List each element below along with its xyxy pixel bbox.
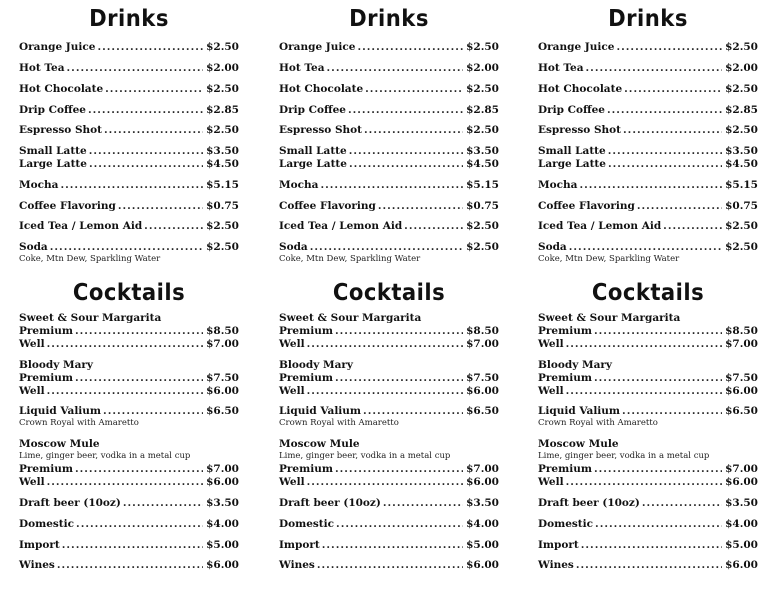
item-price: $2.00	[725, 62, 758, 74]
item-label: Well	[279, 476, 305, 488]
item-price: $2.50	[466, 220, 499, 232]
item-label: Hot Chocolate	[279, 83, 364, 95]
item-price: $0.75	[466, 200, 499, 212]
item-label: Hot Chocolate	[19, 83, 104, 95]
moscow-mule-title: Moscow Mule	[19, 438, 100, 450]
dot-leader	[365, 83, 463, 96]
item-price: $7.00	[725, 338, 758, 350]
dot-leader	[105, 83, 203, 96]
item-label: Premium	[538, 463, 592, 475]
moscow-mule-well	[538, 476, 758, 489]
item-price: $4.50	[206, 158, 239, 170]
bloody-mary-title: Bloody Mary	[279, 359, 354, 371]
dot-leader	[50, 241, 203, 254]
item-price: $0.75	[206, 200, 239, 212]
menu-item-iced-tea	[538, 220, 758, 233]
dot-leader	[363, 405, 463, 418]
dot-leader	[637, 200, 722, 213]
item-label: Hot Tea	[19, 62, 65, 74]
dot-leader	[310, 241, 463, 254]
item-price: $4.00	[466, 518, 499, 530]
dot-leader	[47, 338, 204, 351]
menu-item-large-latte	[279, 158, 499, 171]
dot-leader	[594, 325, 722, 338]
dot-leader	[123, 497, 203, 510]
item-price: $3.50	[206, 145, 239, 157]
item-price: $0.75	[725, 200, 758, 212]
item-label: Drip Coffee	[19, 104, 86, 116]
margarita-well	[538, 338, 758, 351]
dot-leader	[60, 179, 203, 192]
item-label: Draft beer (10oz)	[279, 497, 381, 509]
dot-leader	[320, 179, 463, 192]
item-label: Import	[19, 539, 60, 551]
menu-item-large-latte	[19, 158, 239, 171]
menu-item-domestic	[279, 518, 499, 531]
item-price: $4.50	[725, 158, 758, 170]
menu-item-iced-tea	[279, 220, 499, 233]
dot-leader	[566, 385, 723, 398]
item-price: $6.00	[725, 476, 758, 488]
item-label: Soda	[538, 241, 567, 253]
dot-leader	[47, 385, 204, 398]
moscow-mule-premium	[538, 463, 758, 476]
item-price: $6.00	[466, 559, 499, 571]
dot-leader	[89, 145, 203, 158]
menu-item-espresso-shot	[538, 124, 758, 137]
menu-item-wines	[279, 559, 499, 572]
bloody-mary-well	[279, 385, 499, 398]
item-price: $7.00	[725, 463, 758, 475]
dot-leader	[89, 158, 203, 171]
dot-leader	[335, 372, 463, 385]
item-price: $6.50	[466, 405, 499, 417]
item-price: $6.00	[466, 476, 499, 488]
dot-leader	[118, 200, 203, 213]
item-price: $5.15	[466, 179, 499, 191]
item-label: Draft beer (10oz)	[19, 497, 121, 509]
menu-item-hot-tea	[279, 62, 499, 75]
menu-item-hot-tea	[19, 62, 239, 75]
dot-leader	[569, 241, 722, 254]
liquid-valium-note: Crown Royal with Amaretto	[538, 418, 658, 428]
menu-item-import	[19, 539, 239, 552]
menu-item-mocha	[279, 179, 499, 192]
cocktails-heading: Cocktails	[72, 280, 186, 306]
moscow-mule-premium	[19, 463, 239, 476]
item-label: Wines	[19, 559, 55, 571]
dot-leader	[608, 158, 722, 171]
menu-item-mocha	[19, 179, 239, 192]
item-label: Coffee Flavoring	[538, 200, 635, 212]
item-price: $2.50	[725, 124, 758, 136]
item-price: $4.00	[206, 518, 239, 530]
item-label: Well	[279, 338, 305, 350]
dot-leader	[47, 476, 204, 489]
item-label: Liquid Valium	[538, 405, 621, 417]
item-price: $2.85	[725, 104, 758, 116]
item-price: $2.50	[206, 124, 239, 136]
dot-leader	[581, 539, 722, 552]
menu-item-draft-beer	[19, 497, 239, 510]
moscow-mule-note: Lime, ginger beer, vodka in a metal cup	[19, 451, 191, 461]
margarita-title: Sweet & Sour Margarita	[538, 312, 681, 324]
item-price: $6.50	[206, 405, 239, 417]
dot-leader	[317, 559, 463, 572]
menu-item-drip-coffee	[538, 104, 758, 117]
item-label: Well	[538, 385, 564, 397]
item-label: Domestic	[19, 518, 75, 530]
item-price: $8.50	[725, 325, 758, 337]
dot-leader	[622, 405, 722, 418]
dot-leader	[336, 518, 463, 531]
item-label: Large Latte	[19, 158, 87, 170]
item-price: $7.50	[206, 372, 239, 384]
dot-leader	[595, 518, 722, 531]
item-price: $2.00	[206, 62, 239, 74]
margarita-premium	[279, 325, 499, 338]
menu-item-iced-tea	[19, 220, 239, 233]
margarita-title: Sweet & Sour Margarita	[19, 312, 162, 324]
item-label: Espresso Shot	[279, 124, 363, 136]
item-label: Mocha	[538, 179, 578, 191]
dot-leader	[586, 62, 723, 75]
dot-leader	[663, 220, 722, 233]
item-price: $7.50	[466, 372, 499, 384]
item-label: Wines	[279, 559, 315, 571]
menu-item-orange-juice	[538, 41, 758, 54]
dot-leader	[75, 372, 203, 385]
menu-item-soda	[19, 241, 239, 254]
item-label: Soda	[19, 241, 48, 253]
margarita-premium	[19, 325, 239, 338]
item-label: Well	[538, 338, 564, 350]
item-label: Mocha	[279, 179, 319, 191]
item-label: Well	[19, 338, 45, 350]
item-price: $3.50	[725, 145, 758, 157]
menu-item-wines	[19, 559, 239, 572]
item-label: Hot Tea	[538, 62, 584, 74]
dot-leader	[566, 338, 723, 351]
item-price: $5.00	[466, 539, 499, 551]
dot-leader	[404, 220, 463, 233]
soda-note: Coke, Mtn Dew, Sparkling Water	[19, 254, 161, 264]
moscow-mule-well	[19, 476, 239, 489]
drinks-heading: Drinks	[349, 6, 429, 32]
item-price: $2.50	[466, 41, 499, 53]
menu-item-liquid-valium	[538, 405, 758, 418]
menu-item-espresso-shot	[279, 124, 499, 137]
item-price: $5.15	[725, 179, 758, 191]
item-price: $2.85	[466, 104, 499, 116]
item-price: $2.00	[466, 62, 499, 74]
item-price: $6.00	[206, 385, 239, 397]
dot-leader	[349, 145, 463, 158]
item-price: $5.00	[206, 539, 239, 551]
dot-leader	[576, 559, 722, 572]
soda-note: Coke, Mtn Dew, Sparkling Water	[279, 254, 421, 264]
dot-leader	[307, 476, 464, 489]
item-label: Premium	[279, 463, 333, 475]
item-price: $4.00	[725, 518, 758, 530]
item-price: $6.00	[206, 559, 239, 571]
menu-item-soda	[538, 241, 758, 254]
item-price: $8.50	[466, 325, 499, 337]
menu-item-wines	[538, 559, 758, 572]
item-label: Iced Tea / Lemon Aid	[19, 220, 143, 232]
dot-leader	[335, 463, 463, 476]
menu-item-coffee-flavoring	[19, 200, 239, 213]
item-label: Hot Tea	[279, 62, 325, 74]
item-price: $4.50	[466, 158, 499, 170]
dot-leader	[594, 372, 722, 385]
bloody-mary-well	[19, 385, 239, 398]
item-price: $2.50	[466, 241, 499, 253]
item-price: $7.00	[206, 338, 239, 350]
menu-item-draft-beer	[538, 497, 758, 510]
dot-leader	[608, 145, 722, 158]
item-price: $2.50	[466, 124, 499, 136]
item-label: Premium	[538, 325, 592, 337]
menu-item-coffee-flavoring	[538, 200, 758, 213]
item-label: Small Latte	[538, 145, 606, 157]
item-price: $2.50	[725, 220, 758, 232]
item-price: $2.50	[206, 41, 239, 53]
item-label: Iced Tea / Lemon Aid	[279, 220, 403, 232]
dot-leader	[67, 62, 204, 75]
menu-item-liquid-valium	[279, 405, 499, 418]
menu-item-draft-beer	[279, 497, 499, 510]
margarita-title: Sweet & Sour Margarita	[279, 312, 422, 324]
margarita-well	[279, 338, 499, 351]
dot-leader	[364, 124, 463, 137]
dot-leader	[88, 104, 203, 117]
item-label: Well	[19, 476, 45, 488]
menu-item-drip-coffee	[279, 104, 499, 117]
menu-item-import	[279, 539, 499, 552]
dot-leader	[594, 463, 722, 476]
dot-leader	[75, 463, 203, 476]
bloody-mary-title: Bloody Mary	[538, 359, 613, 371]
item-label: Import	[279, 539, 320, 551]
item-label: Wines	[538, 559, 574, 571]
item-price: $2.50	[206, 83, 239, 95]
item-label: Coffee Flavoring	[279, 200, 376, 212]
item-label: Drip Coffee	[279, 104, 346, 116]
moscow-mule-title: Moscow Mule	[538, 438, 619, 450]
bloody-mary-premium	[538, 372, 758, 385]
menu-item-espresso-shot	[19, 124, 239, 137]
dot-leader	[104, 124, 203, 137]
item-label: Domestic	[279, 518, 335, 530]
menu-item-mocha	[538, 179, 758, 192]
item-label: Mocha	[19, 179, 59, 191]
bloody-mary-premium	[279, 372, 499, 385]
dot-leader	[75, 325, 203, 338]
menu-item-hot-chocolate	[279, 83, 499, 96]
bloody-mary-well	[538, 385, 758, 398]
dot-leader	[335, 325, 463, 338]
item-price: $3.50	[466, 497, 499, 509]
item-label: Liquid Valium	[279, 405, 362, 417]
item-label: Premium	[279, 372, 333, 384]
dot-leader	[327, 62, 464, 75]
dot-leader	[566, 476, 723, 489]
dot-leader	[623, 124, 722, 137]
dot-leader	[76, 518, 203, 531]
item-label: Drip Coffee	[538, 104, 605, 116]
menu-item-liquid-valium	[19, 405, 239, 418]
item-label: Premium	[538, 372, 592, 384]
menu-item-soda	[279, 241, 499, 254]
menu-item-domestic	[19, 518, 239, 531]
item-price: $2.50	[725, 83, 758, 95]
item-price: $6.00	[725, 385, 758, 397]
menu-item-domestic	[538, 518, 758, 531]
drinks-heading: Drinks	[89, 6, 169, 32]
dot-leader	[144, 220, 203, 233]
item-label: Soda	[279, 241, 308, 253]
item-label: Domestic	[538, 518, 594, 530]
item-label: Well	[19, 385, 45, 397]
item-label: Espresso Shot	[19, 124, 103, 136]
dot-leader	[103, 405, 203, 418]
moscow-mule-title: Moscow Mule	[279, 438, 360, 450]
item-price: $7.00	[206, 463, 239, 475]
liquid-valium-note: Crown Royal with Amaretto	[19, 418, 139, 428]
menu-item-hot-tea	[538, 62, 758, 75]
dot-leader	[383, 497, 463, 510]
moscow-mule-well	[279, 476, 499, 489]
item-label: Orange Juice	[279, 41, 356, 53]
item-label: Large Latte	[538, 158, 606, 170]
item-price: $2.50	[206, 241, 239, 253]
menu-item-drip-coffee	[19, 104, 239, 117]
moscow-mule-note: Lime, ginger beer, vodka in a metal cup	[279, 451, 451, 461]
bloody-mary-premium	[19, 372, 239, 385]
menu-item-large-latte	[538, 158, 758, 171]
dot-leader	[307, 385, 464, 398]
item-price: $5.00	[725, 539, 758, 551]
item-label: Draft beer (10oz)	[538, 497, 640, 509]
item-label: Coffee Flavoring	[19, 200, 116, 212]
dot-leader	[322, 539, 463, 552]
item-label: Premium	[19, 372, 73, 384]
item-label: Premium	[19, 325, 73, 337]
item-price: $7.00	[466, 338, 499, 350]
dot-leader	[57, 559, 203, 572]
dot-leader	[642, 497, 722, 510]
item-price: $6.00	[206, 476, 239, 488]
dot-leader	[357, 41, 463, 54]
dot-leader	[62, 539, 203, 552]
cocktails-heading: Cocktails	[332, 280, 446, 306]
dot-leader	[616, 41, 722, 54]
liquid-valium-note: Crown Royal with Amaretto	[279, 418, 399, 428]
item-label: Small Latte	[279, 145, 347, 157]
item-price: $7.50	[725, 372, 758, 384]
item-price: $3.50	[206, 497, 239, 509]
item-label: Espresso Shot	[538, 124, 622, 136]
soda-note: Coke, Mtn Dew, Sparkling Water	[538, 254, 680, 264]
dot-leader	[624, 83, 722, 96]
item-label: Liquid Valium	[19, 405, 102, 417]
menu-item-orange-juice	[19, 41, 239, 54]
dot-leader	[349, 158, 463, 171]
dot-leader	[607, 104, 722, 117]
cocktails-heading: Cocktails	[591, 280, 705, 306]
dot-leader	[579, 179, 722, 192]
moscow-mule-premium	[279, 463, 499, 476]
dot-leader	[348, 104, 463, 117]
menu-item-hot-chocolate	[19, 83, 239, 96]
item-price: $2.50	[206, 220, 239, 232]
item-label: Small Latte	[19, 145, 87, 157]
item-label: Well	[538, 476, 564, 488]
item-label: Iced Tea / Lemon Aid	[538, 220, 662, 232]
item-label: Orange Juice	[538, 41, 615, 53]
item-price: $3.50	[466, 145, 499, 157]
margarita-well	[19, 338, 239, 351]
item-label: Premium	[19, 463, 73, 475]
item-label: Import	[538, 539, 579, 551]
item-label: Large Latte	[279, 158, 347, 170]
menu-item-import	[538, 539, 758, 552]
drinks-heading: Drinks	[608, 6, 688, 32]
item-price: $6.00	[466, 385, 499, 397]
item-price: $2.50	[725, 241, 758, 253]
dot-leader	[378, 200, 463, 213]
item-price: $6.00	[725, 559, 758, 571]
item-label: Premium	[279, 325, 333, 337]
menu-item-small-latte	[19, 145, 239, 158]
menu-item-hot-chocolate	[538, 83, 758, 96]
bloody-mary-title: Bloody Mary	[19, 359, 94, 371]
item-label: Well	[279, 385, 305, 397]
menu-item-orange-juice	[279, 41, 499, 54]
menu-item-small-latte	[538, 145, 758, 158]
menu-item-coffee-flavoring	[279, 200, 499, 213]
menu-item-small-latte	[279, 145, 499, 158]
moscow-mule-note: Lime, ginger beer, vodka in a metal cup	[538, 451, 710, 461]
item-price: $3.50	[725, 497, 758, 509]
item-price: $2.50	[725, 41, 758, 53]
item-price: $2.85	[206, 104, 239, 116]
item-label: Orange Juice	[19, 41, 96, 53]
dot-leader	[307, 338, 464, 351]
item-price: $6.50	[725, 405, 758, 417]
item-price: $5.15	[206, 179, 239, 191]
item-price: $2.50	[466, 83, 499, 95]
item-price: $7.00	[466, 463, 499, 475]
margarita-premium	[538, 325, 758, 338]
dot-leader	[97, 41, 203, 54]
item-price: $8.50	[206, 325, 239, 337]
item-label: Hot Chocolate	[538, 83, 623, 95]
